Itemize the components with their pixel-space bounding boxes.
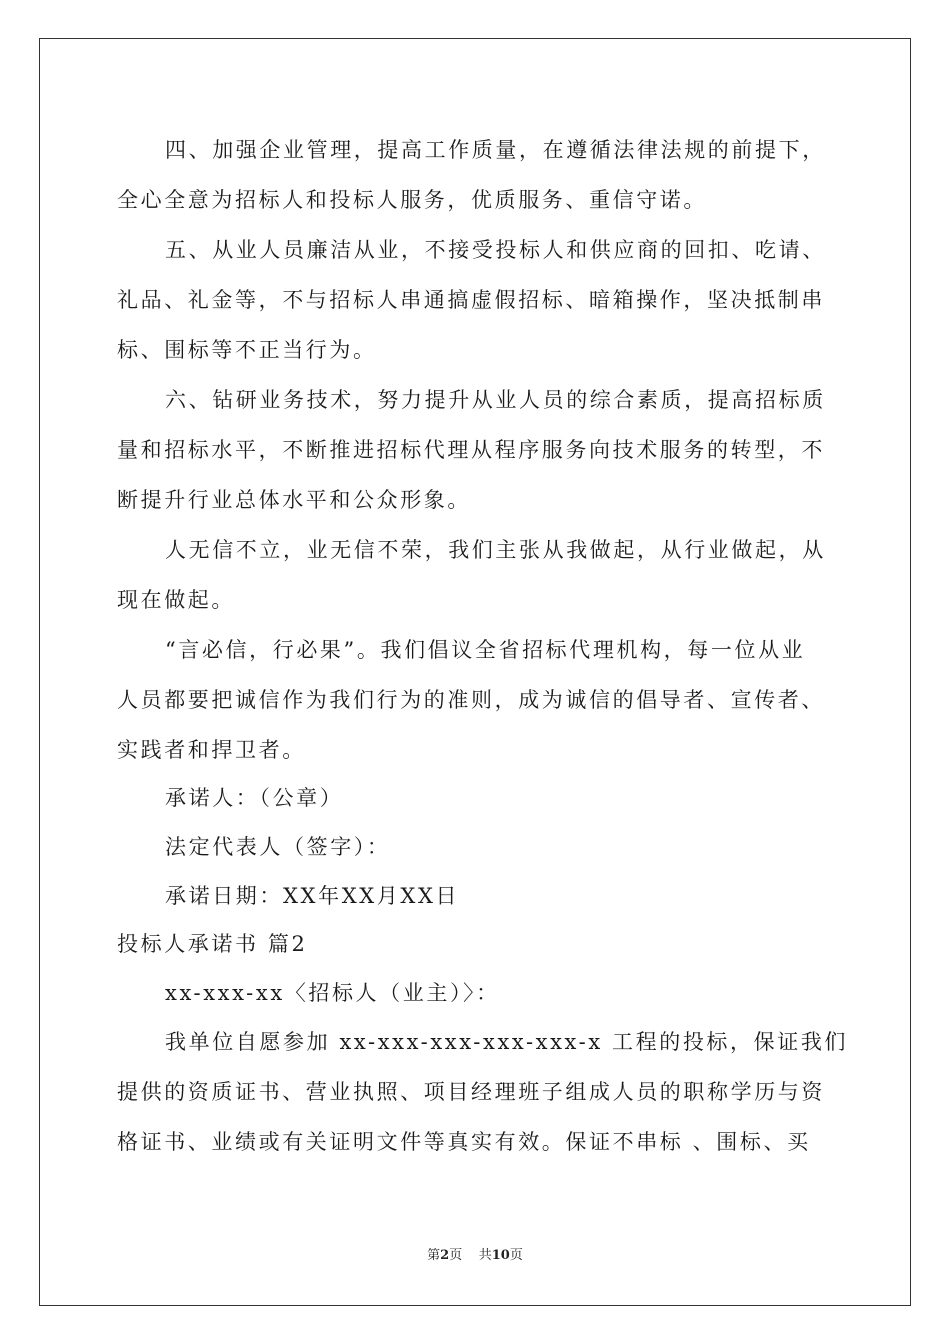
paragraph-line: 五、从业人员廉洁从业，不接受投标人和供应商的回扣、吃请、 [165,238,826,262]
footer-page-prefix: 第 [427,1248,441,1263]
paragraph-line: 人无信不立，业无信不荣，我们主张从我做起，从行业做起，从 [165,538,826,562]
date-line: 承诺日期：XX年XX月XX日 [165,884,460,908]
page-footer [0,1248,950,1264]
paragraph-line: 六、钻研业务技术，努力提升从业人员的综合素质，提高招标质 [165,388,826,412]
section-heading: 投标人承诺书 篇2 [117,932,308,956]
signatory-line: 承诺人：（公章） [165,786,344,810]
legal-rep-line: 法定代表人（签字）： [165,835,391,859]
paragraph-line: 人员都要把诚信作为我们行为的准则，成为诚信的倡导者、宣传者、 [117,688,825,712]
footer-total-suffix: 页 [509,1248,523,1263]
paragraph-line: 标、围标等不正当行为。 [117,338,377,362]
paragraph-line: 四、加强企业管理，提高工作质量，在遵循法律法规的前提下， [165,138,826,162]
paragraph-line: 现在做起。 [117,588,235,612]
footer-page-suffix: 页 [449,1248,463,1263]
paragraph-line: “言必信，行必果”。我们倡议全省招标代理机构，每一位从业 [165,638,806,662]
paragraph-line: 全心全意为招标人和投标人服务，优质服务、重信守诺。 [117,188,707,212]
paragraph-line: 提供的资质证书、营业执照、项目经理班子组成人员的职称学历与资 [117,1080,825,1104]
paragraph-line: 断提升行业总体水平和公众形象。 [117,488,471,512]
footer-total-pages: 10 [491,1248,510,1263]
paragraph-line: 格证书、业绩或有关证明文件等真实有效。保证不串标 、围标、买 [117,1130,811,1154]
page-border [39,38,911,1306]
footer-page-number: 2 [440,1248,450,1263]
paragraph-line: 我单位自愿参加 xx-xxx-xxx-xxx-xxx-x 工程的投标，保证我们 [165,1030,849,1054]
footer-total-prefix: 共 [478,1248,492,1263]
addressee-line: xx-xxx-xx〈招标人（业主）〉： [165,981,500,1005]
paragraph-line: 量和招标水平，不断推进招标代理从程序服务向技术服务的转型，不 [117,438,825,462]
paragraph-line: 实践者和捍卫者。 [117,738,306,762]
paragraph-line: 礼品、礼金等，不与招标人串通搞虚假招标、暗箱操作，坚决抵制串 [117,288,825,312]
